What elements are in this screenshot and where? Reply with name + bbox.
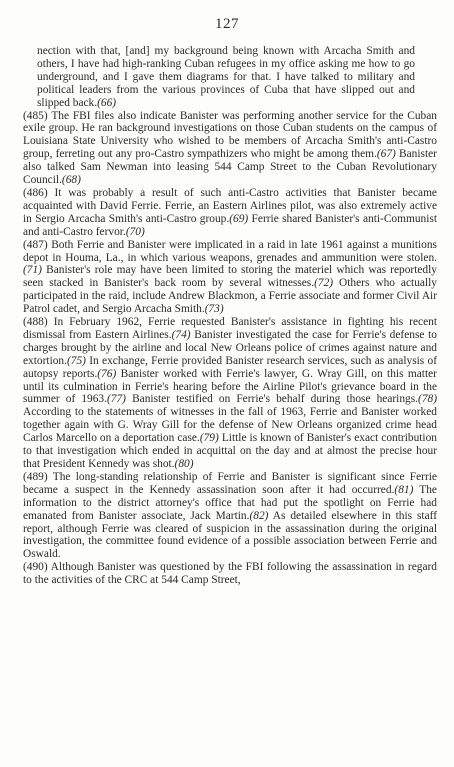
paragraph-text: Others who actually participated in the raid, include Andrew Blackmon, a Ferrie associate and former Civil Air Patrol cadet, and Sergio Arcacha Smith. bbox=[23, 277, 437, 316]
paragraph-text: Banister investigated the case for Ferrie's defense to charges brought by the airline and local New Orleans police of crimes against nature and extortion. bbox=[23, 328, 437, 367]
footnote-ref: (79) bbox=[199, 432, 219, 445]
paragraph-text: Although Banister was questioned by the FBI following the assassination in regard to the activities of the CRC at 544 Camp Street, bbox=[23, 561, 437, 587]
paragraph-text: In exchange, Ferrie provided Banister research services, such as analysis of autopsy reports. bbox=[23, 354, 437, 380]
paragraph-text: Banister worked with Ferrie's lawyer, G. Wray Gill, on this matter until its culmination in Ferrie's hearing before the Airline Pilot's grievance board in the summer of 1963. bbox=[23, 367, 437, 406]
paragraph-text: According to the statements of witnesses in the fall of 1963, Ferrie and Banister worked together again with G. Wray Gill for the defense of New Orleans organized crime head Carlos Marcello on a deportation case. bbox=[23, 406, 437, 445]
paragraph-text: Banister's role may have been limited to storing the materiel which was reportedly seen stacked in Banister's back room by several witnesses. bbox=[23, 264, 437, 290]
footnote-ref: (68) bbox=[61, 174, 81, 187]
paragraph-text: In February 1962, Ferrie requested Banister's assistance in fighting his recent dismissal from Eastern Airlines. bbox=[23, 316, 437, 341]
paragraph-number: (490) bbox=[23, 561, 48, 574]
footnote-ref: (81) bbox=[394, 483, 414, 496]
paragraph-number: (487) bbox=[23, 238, 48, 251]
paragraph-number: (488) bbox=[23, 316, 48, 329]
footnote-ref: (70) bbox=[125, 225, 145, 238]
footnote-ref: (72) bbox=[314, 277, 334, 290]
paragraph bbox=[23, 561, 437, 587]
footnote-ref: (78) bbox=[418, 393, 438, 406]
paragraph-number: (486) bbox=[23, 186, 48, 199]
footnote-ref: (66) bbox=[97, 96, 117, 109]
paragraph-list bbox=[23, 110, 437, 588]
paragraph-text: Both Ferrie and Banister were implicated in a raid in late 1961 against a munitions depot in Houma, La., in which various weapons, grenades and ammunition were stolen. bbox=[23, 238, 437, 264]
paragraph-text: The long-standing relationship of Ferrie and Banister is significant since Ferrie became a suspect in the Kennedy assassination soon after it had occurred. bbox=[23, 470, 437, 496]
footnote-ref: (77) bbox=[106, 393, 126, 406]
footnote-ref: (69) bbox=[229, 212, 249, 225]
paragraph bbox=[23, 471, 437, 561]
paragraph bbox=[23, 316, 437, 471]
page-number: 127 bbox=[215, 16, 239, 32]
footnote-ref: (76) bbox=[97, 367, 117, 380]
paragraph-number: (485) bbox=[23, 109, 48, 122]
page-body bbox=[23, 45, 437, 587]
block-quote bbox=[37, 45, 415, 110]
footnote-ref: (75) bbox=[66, 354, 86, 367]
footnote-ref: (80) bbox=[174, 458, 194, 470]
footnote-ref: (82) bbox=[249, 509, 269, 522]
paragraph-text: The FBI files also indicate Banister was performing another service for the Cuban exile group. He ran background investigations on those Cuban students on the campus of Louisiana State University who wished to be members of Arcacha Smith's anti-Castro group, ferreting out any pro-Castro sympathizers who might be among them. bbox=[23, 109, 437, 161]
paragraph-text: Little is known of Banister's exact contribution to that investigation which ended in acquittal on the day and at almost the precise hour that President Kennedy was shot. bbox=[23, 432, 437, 470]
paragraph bbox=[23, 110, 437, 187]
paragraph-text: As detailed elsewhere in this staff report, although Ferrie was cleared of suspicion in the assassination during the original investigation, the committee found evidence of a possible association between Ferrie and Oswald. bbox=[23, 509, 438, 561]
footnote-ref: (73) bbox=[204, 303, 224, 316]
paragraph-text: The information to the district attorney's office that had put the spotlight on Ferrie had emanated from Banister associate, Jack Martin. bbox=[23, 483, 437, 522]
paragraph-text: Ferrie shared Banister's anti-Communist and anti-Castro fervor. bbox=[23, 212, 438, 238]
paragraph bbox=[23, 239, 437, 316]
paragraph-text: Banister also talked Sam Newman into leasing 544 Camp Street to the Cuban Revolutionary Council. bbox=[23, 148, 437, 187]
paragraph-text: Banister testified on Ferrie's behalf during those hearings. bbox=[132, 393, 419, 406]
footnote-ref: (67) bbox=[376, 148, 396, 161]
quote-text: nection with that, [and] my background being known with Arcacha Smith and others, I have had high-ranking Cuban refugees in my office asking me how to go underground, and I gave them diagrams for that. I have talked to military and political leaders from the various provinces of Cuba that have slipped out and slipped back. bbox=[37, 45, 415, 109]
footnote-ref: (74) bbox=[171, 328, 191, 341]
paragraph bbox=[23, 187, 437, 239]
paragraph-number: (489) bbox=[23, 470, 48, 483]
paragraph-text: It was probably a result of such anti-Castro activities that Banister became acquainted with David Ferrie. Ferrie, an Eastern Airlines pilot, was also extremely active in Sergio Arcacha Smith's anti-Castro group. bbox=[23, 186, 437, 225]
footnote-ref: (71) bbox=[23, 264, 42, 277]
